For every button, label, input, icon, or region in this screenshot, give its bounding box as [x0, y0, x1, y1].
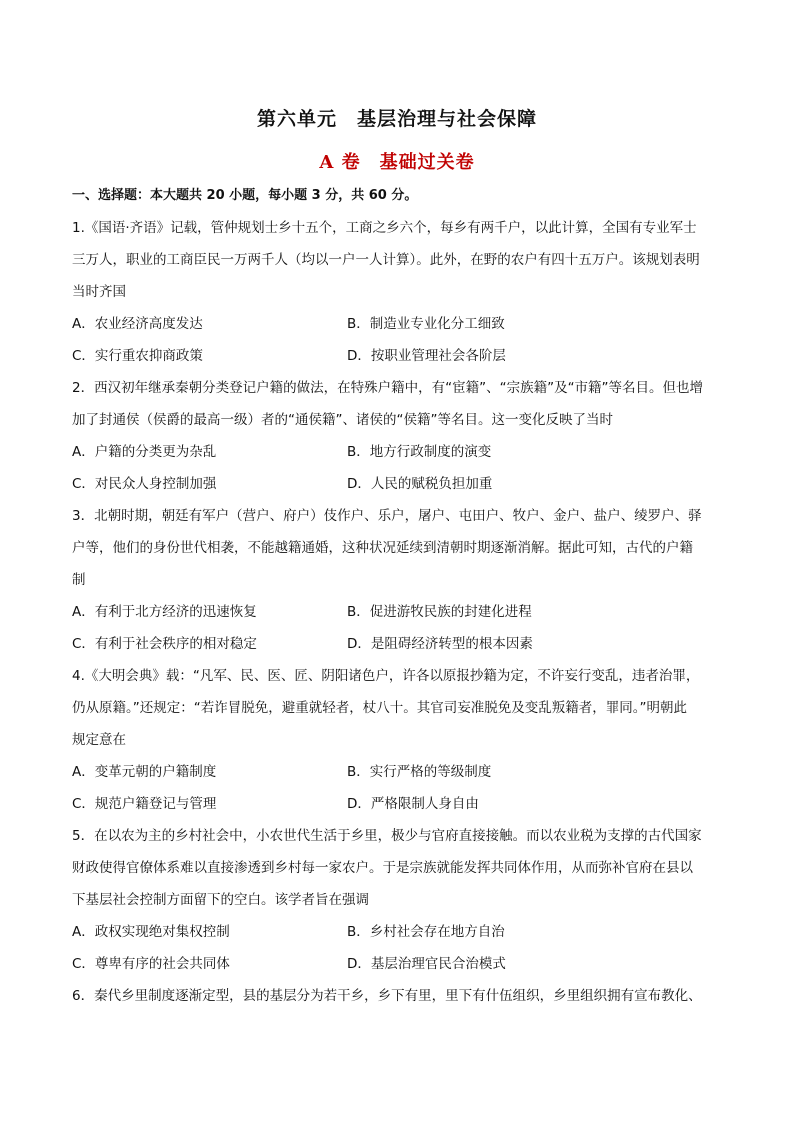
question-1 — [72, 212, 736, 372]
option-c[interactable]: C．对民众人身控制加强 — [72, 476, 217, 492]
option-b[interactable]: B．促进游牧民族的封建化进程 — [347, 604, 532, 620]
question-text-line: 制 — [72, 572, 86, 588]
option-c[interactable]: C．实行重农抑商政策 — [72, 348, 203, 364]
option-d[interactable]: D．基层治理官民合治模式 — [347, 956, 506, 972]
question-text-line: 1.《国语·齐语》记载，管仲规划士乡十五个，工商之乡六个，每乡有两千户，以此计算，全国有专业军士 — [72, 220, 697, 236]
option-c[interactable]: C．有利于社会秩序的相对稳定 — [72, 636, 257, 652]
option-row — [72, 468, 736, 500]
option-row — [72, 436, 736, 468]
option-row — [72, 916, 736, 948]
paper-subtitle: A 卷 基础过关卷 — [319, 152, 475, 173]
option-d[interactable]: D．人民的赋税负担加重 — [347, 476, 493, 492]
option-a[interactable]: A．政权实现绝对集权控制 — [72, 924, 230, 940]
option-c[interactable]: C．尊卑有序的社会共同体 — [72, 956, 230, 972]
question-6 — [72, 980, 736, 1012]
option-b[interactable]: B．制造业专业化分工细致 — [347, 316, 505, 332]
option-c[interactable]: C．规范户籍登记与管理 — [72, 796, 217, 812]
option-row — [72, 628, 736, 660]
question-list — [72, 212, 736, 1012]
option-row — [72, 596, 736, 628]
question-text-line: 2．西汉初年继承秦朝分类登记户籍的做法，在特殊户籍中，有“宦籍”、“宗族籍”及“市籍”等名目。但也增 — [72, 380, 704, 396]
question-text-line: 三万人，职业的工商臣民一万两千人（均以一户一人计算）。此外，在野的农户有四十五万户。该规划表明 — [72, 252, 700, 268]
option-row — [72, 756, 736, 788]
option-row — [72, 788, 736, 820]
question-text-line: 当时齐国 — [72, 284, 126, 300]
option-b[interactable]: B．地方行政制度的演变 — [347, 444, 492, 460]
question-2 — [72, 372, 736, 500]
question-text-line: 3．北朝时期，朝廷有军户（营户、府户）伎作户、乐户，屠户、屯田户、牧户、金户、盐户、绫罗户、驿 — [72, 508, 702, 524]
option-a[interactable]: A．变革元朝的户籍制度 — [72, 764, 217, 780]
option-row — [72, 948, 736, 980]
option-d[interactable]: D．按职业管理社会各阶层 — [347, 348, 506, 364]
question-text-line: 加了封通侯（侯爵的最高一级）者的“通侯籍”、诸侯的“侯籍”等名目。这一变化反映了当时 — [72, 412, 613, 428]
question-text-line: 5．在以农为主的乡村社会中，小农世代生活于乡里，极少与官府直接接触。而以农业税为支撑的古代国家 — [72, 828, 702, 844]
unit-title: 第六单元 基层治理与社会保障 — [256, 108, 537, 130]
option-a[interactable]: A．有利于北方经济的迅速恢复 — [72, 604, 257, 620]
question-text-line: 财政使得官僚体系难以直接渗透到乡村每一家农户。于是宗族就能发挥共同体作用，从而弥补官府在县以 — [72, 860, 693, 876]
option-b[interactable]: B．乡村社会存在地方自治 — [347, 924, 505, 940]
question-5 — [72, 820, 736, 980]
question-3 — [72, 500, 736, 660]
option-b[interactable]: B．实行严格的等级制度 — [347, 764, 492, 780]
question-text-line: 4.《大明会典》载：“凡军、民、医、匠、阴阳诸色户，许各以原报抄籍为定，不许妄行变乱，违者治罪， — [72, 668, 700, 684]
question-text-line: 规定意在 — [72, 732, 126, 748]
option-row — [72, 308, 736, 340]
question-text-line: 下基层社会控制方面留下的空白。该学者旨在强调 — [72, 892, 369, 908]
option-a[interactable]: A．户籍的分类更为杂乱 — [72, 444, 217, 460]
question-text-line: 户等，他们的身份世代相袭，不能越籍通婚，这种状况延续到清朝时期逐渐消解。据此可知，古代的户籍 — [72, 540, 693, 556]
option-d[interactable]: D．是阻碍经济转型的根本因素 — [347, 636, 533, 652]
question-text-line: 仍从原籍。”还规定：“若诈冒脱免，避重就轻者，杖八十。其官司妄准脱免及变乱叛籍者，罪同。”明朝此 — [72, 700, 687, 716]
option-row — [72, 340, 736, 372]
option-a[interactable]: A．农业经济高度发达 — [72, 316, 203, 332]
option-d[interactable]: D．严格限制人身自由 — [347, 796, 479, 812]
question-text-line: 6．秦代乡里制度逐渐定型，县的基层分为若干乡，乡下有里，里下有什伍组织，乡里组织拥有宣布教化、 — [72, 988, 702, 1004]
question-4 — [72, 660, 736, 820]
section-heading: 一、选择题：本大题共 20 小题，每小题 3 分，共 60 分。 — [72, 188, 418, 203]
